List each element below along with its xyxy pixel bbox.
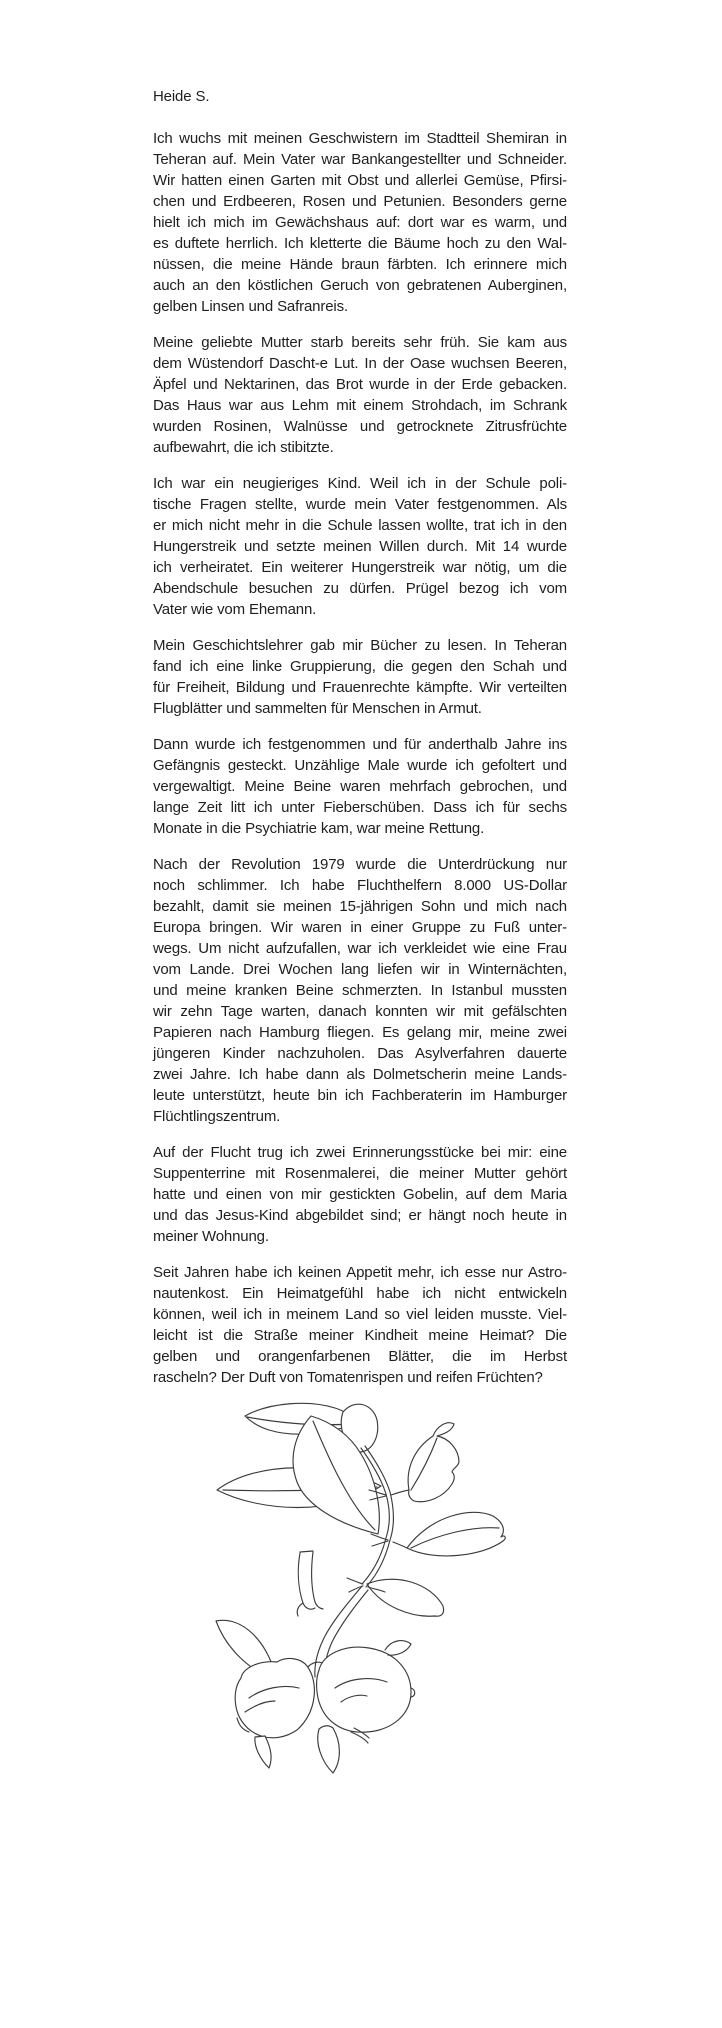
text-line: Ich war ein neugieriges Kind. Weil ich in der Schule poli-	[153, 475, 567, 492]
text-line: Wir hatten einen Garten mit Obst und allerlei Gemüse, Pfirsi-	[153, 172, 567, 189]
text-line: gelben und orangenfarbenen Blätter, die im Herbst	[153, 1348, 567, 1365]
walnut-branch-drawing	[185, 1400, 565, 1790]
text-line: tische Fragen stellte, wurde mein Vater festgenommen. Als	[153, 496, 567, 513]
text-line: Teheran auf. Mein Vater war Bankangestellter und Schneider.	[153, 151, 567, 168]
body-paragraphs	[153, 128, 567, 1388]
text-line: nautenkost. Ein Heimatgefühl habe ich nicht entwickeln	[153, 1285, 567, 1302]
right-lower-leaf	[367, 1579, 444, 1616]
paragraph	[153, 854, 567, 1127]
text-line: hielt ich mich im Gewächshaus auf: dort war es warm, und	[153, 214, 567, 231]
text-line: fand ich eine linke Gruppierung, die gegen den Schah und	[153, 658, 567, 675]
text-line: und das Jesus-Kind abgebildet sind; er hängt noch heute in	[153, 1207, 567, 1224]
text-line: chen und Erdbeeren, Rosen und Petunien. Besonders gerne	[153, 193, 567, 210]
paragraph	[153, 473, 567, 620]
paragraph	[153, 332, 567, 458]
text-line: Meine geliebte Mutter starb bereits sehr früh. Sie kam aus	[153, 334, 567, 351]
text-line: Ich wuchs mit meinen Geschwistern im Stadtteil Shemiran in	[153, 130, 567, 147]
text-line: Mein Geschichtslehrer gab mir Bücher zu lesen. In Teheran	[153, 637, 567, 654]
text-line: und meine kranken Beine schmerzten. In Istanbul mussten	[153, 982, 567, 999]
text-line: wegs. Um nicht aufzufallen, war ich verkleidet wie eine Frau	[153, 940, 567, 957]
text-line: Papieren nach Hamburg fliegen. Es gelang mir, meine zwei	[153, 1024, 567, 1041]
text-line: gelben Linsen und Safranreis.	[153, 298, 348, 315]
text-line: jüngeren Kinder nachzuholen. Das Asylverfahren dauerte	[153, 1045, 567, 1062]
right-upper-leaf	[408, 1423, 459, 1502]
text-line: Nach der Revolution 1979 wurde die Unterdrückung nur	[153, 856, 567, 873]
text-line: vergewaltigt. Meine Beine waren mehrfach gebrochen, und	[153, 778, 567, 795]
text-line: zwei Jahre. Ich habe dann als Dolmetscherin meine Lands-	[153, 1066, 567, 1083]
text-line: Abendschule besuchen zu dürfen. Prügel bezog ich vom	[153, 580, 567, 597]
text-line: können, weil ich in meinem Land so viel leiden musste. Viel-	[153, 1306, 567, 1323]
text-line: es duftete herrlich. Ich kletterte die Bäume hoch zu den Wal-	[153, 235, 567, 252]
text-line: wir zehn Tage warten, danach konnten wir mit gefälschten	[153, 1003, 567, 1020]
text-line: dem Wüstendorf Dascht-e Lut. In der Oase wuchsen Beeren,	[153, 355, 567, 372]
paragraph	[153, 128, 567, 317]
paragraph	[153, 734, 567, 839]
text-line: rascheln? Der Duft von Tomatenrispen und reifen Früchten?	[153, 1369, 543, 1386]
text-line: Vater wie vom Ehemann.	[153, 601, 317, 618]
right-walnut	[317, 1641, 415, 1733]
text-line: ich verheiratet. Ein weiterer Hungerstreik war nötig, um die	[153, 559, 567, 576]
text-line: nüssen, die meine Hände braun färbten. Ich erinnere mich	[153, 256, 567, 273]
paragraph	[153, 1142, 567, 1247]
text-line: für Freiheit, Bildung und Frauenrechte kämpfte. Wir verteilten	[153, 679, 567, 696]
paragraph	[153, 635, 567, 719]
text-line: Gefängnis gesteckt. Unzählige Male wurde ich gefoltert und	[153, 757, 567, 774]
text-line: noch schlimmer. Ich habe Fluchthelfern 8.000 US-Dollar	[153, 877, 567, 894]
cut-twig-stub	[297, 1551, 323, 1616]
right-middle-leaf	[407, 1512, 505, 1556]
text-line: Flüchtlingszentrum.	[153, 1108, 281, 1125]
text-line: leute unterstützt, heute bin ich Fachberaterin im Hamburger	[153, 1087, 567, 1104]
paragraph	[153, 1262, 567, 1388]
text-line: wurden Rosinen, Walnüsse und getrocknete Zitrusfrüchte	[153, 418, 567, 435]
text-line: Das Haus war aus Lehm mit einem Strohdach, im Schrank	[153, 397, 567, 414]
text-line: Monate in die Psychiatrie kam, war meine Rettung.	[153, 820, 485, 837]
text-line: bezahlt, damit sie meinen 15-jährigen Sohn und mich nach	[153, 898, 567, 915]
text-line: Suppenterrine mit Rosenmalerei, die meiner Mutter gehört	[153, 1165, 567, 1182]
text-line: Seit Jahren habe ich keinen Appetit mehr, ich esse nur Astro-	[153, 1264, 567, 1281]
text-line: meiner Wohnung.	[153, 1228, 269, 1245]
text-line: Dann wurde ich festgenommen und für anderthalb Jahre ins	[153, 736, 567, 753]
text-line: Flugblätter und sammelten für Menschen in Armut.	[153, 700, 482, 717]
page-title: Heide S.	[153, 88, 210, 105]
text-line: Äpfel und Nektarinen, das Brot wurde in der Erde gebacken.	[153, 376, 567, 393]
text-line: Auf der Flucht trug ich zwei Erinnerungsstücke bei mir: eine	[153, 1144, 567, 1161]
text-line: hatte und einen von mir gestickten Gobelin, auf dem Maria	[153, 1186, 567, 1203]
text-line: auch an den köstlichen Geruch von gebratenen Auberginen,	[153, 277, 567, 294]
text-line: lange Zeit litt ich unter Fieberschüben. Dass ich für sechs	[153, 799, 567, 816]
text-column	[153, 86, 567, 1403]
left-walnut	[235, 1659, 314, 1738]
illustration-figure	[185, 1400, 565, 1790]
text-line: er mich nicht mehr in die Schule lassen wollte, trat ich in den	[153, 517, 567, 534]
text-line: leicht ist die Straße meiner Kindheit meine Heimat? Die	[153, 1327, 567, 1344]
text-line: aufbewahrt, die ich stibitzte.	[153, 439, 334, 456]
text-line: Hungerstreik und setzte meinen Willen durch. Mit 14 wurde	[153, 538, 567, 555]
text-line: Europa bringen. Wir waren in einer Gruppe zu Fuß unter-	[153, 919, 567, 936]
text-line: vom Lande. Drei Wochen lang liefen wir in Winternächten,	[153, 961, 567, 978]
